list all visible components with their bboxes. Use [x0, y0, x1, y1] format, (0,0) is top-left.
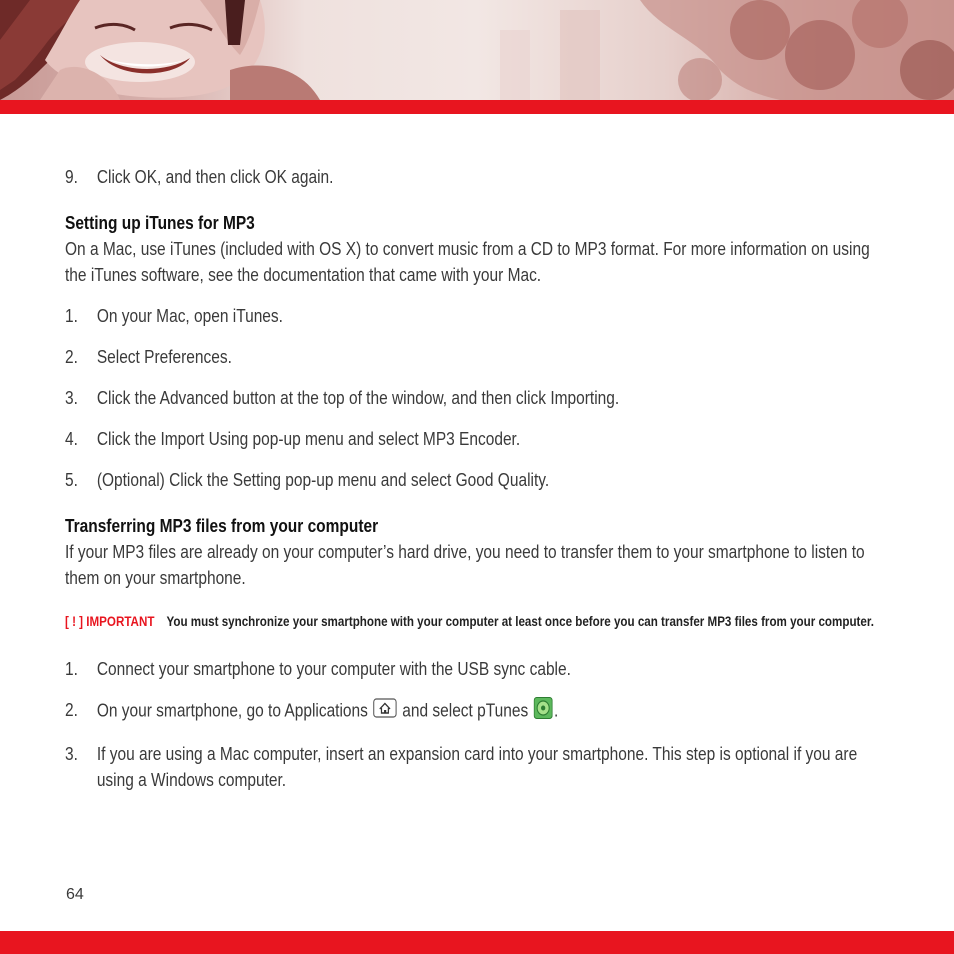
section-heading-itunes: Setting up iTunes for MP3 [65, 213, 255, 233]
header-accent-bar [0, 100, 954, 114]
important-text: You must synchronize your smartphone with your computer at least once before you can transfer MP3 files from your computer. [166, 614, 874, 629]
step-text: If you are using a Mac computer, insert an expansion card into your smartphone. This step is optional if you are using a Windows computer. [96, 744, 858, 790]
page-number: 64 [66, 886, 84, 903]
list-item: 4. Click the Import Using pop-up menu and select MP3 Encoder. [65, 429, 521, 449]
list-item: 1. On your Mac, open iTunes. [65, 306, 283, 326]
step-text: On your Mac, open iTunes. [96, 306, 283, 326]
step-text: and select pTunes [402, 700, 529, 721]
step-text: Click OK, and then click OK again. [96, 167, 334, 187]
step-text: On your smartphone, go to Applications [96, 700, 368, 721]
footer-accent-bar [0, 931, 954, 954]
list-item: 5. (Optional) Click the Setting pop-up menu and select Good Quality. [65, 470, 550, 490]
ptunes-icon [533, 697, 552, 726]
section-intro: If your MP3 files are already on your computer’s hard drive, you need to transfer them to your smartphone to listen to them on your smartphone. [65, 542, 865, 588]
list-item: 9. Click OK, and then click OK again. [65, 167, 334, 187]
list-item: 3. If you are using a Mac computer, insert an expansion card into your smartphone. This step is optional if you are using a Windows computer. [65, 744, 858, 790]
step-text: (Optional) Click the Setting pop-up menu and select Good Quality. [96, 470, 550, 490]
list-item: 1. Connect your smartphone to your computer with the USB sync cable. [65, 659, 571, 679]
home-icon [373, 698, 397, 725]
header-banner [0, 0, 954, 100]
section-heading-transfer: Transferring MP3 files from your computer [65, 516, 379, 536]
page-content [65, 164, 891, 808]
list-item: 2. Select Preferences. [65, 347, 232, 367]
important-tag: [ ! ] IMPORTANT [65, 614, 155, 629]
step-text: Click the Advanced button at the top of the window, and then click Importing. [96, 388, 620, 408]
step-text: Select Preferences. [96, 347, 232, 367]
step-text: Click the Import Using pop-up menu and select MP3 Encoder. [96, 429, 521, 449]
list-item: 3. Click the Advanced button at the top of the window, and then click Importing. [65, 388, 620, 408]
important-note [65, 611, 891, 632]
woman-on-phone-photo [0, 0, 954, 100]
section-intro: On a Mac, use iTunes (included with OS X) to convert music from a CD to MP3 format. For more information on using the iTunes software, see the documentation that came with your Mac. [65, 239, 870, 285]
list-item: 2. On your smartphone, go to Applications and select pTunes . [65, 697, 891, 726]
step-text: Connect your smartphone to your computer with the USB sync cable. [96, 659, 571, 679]
